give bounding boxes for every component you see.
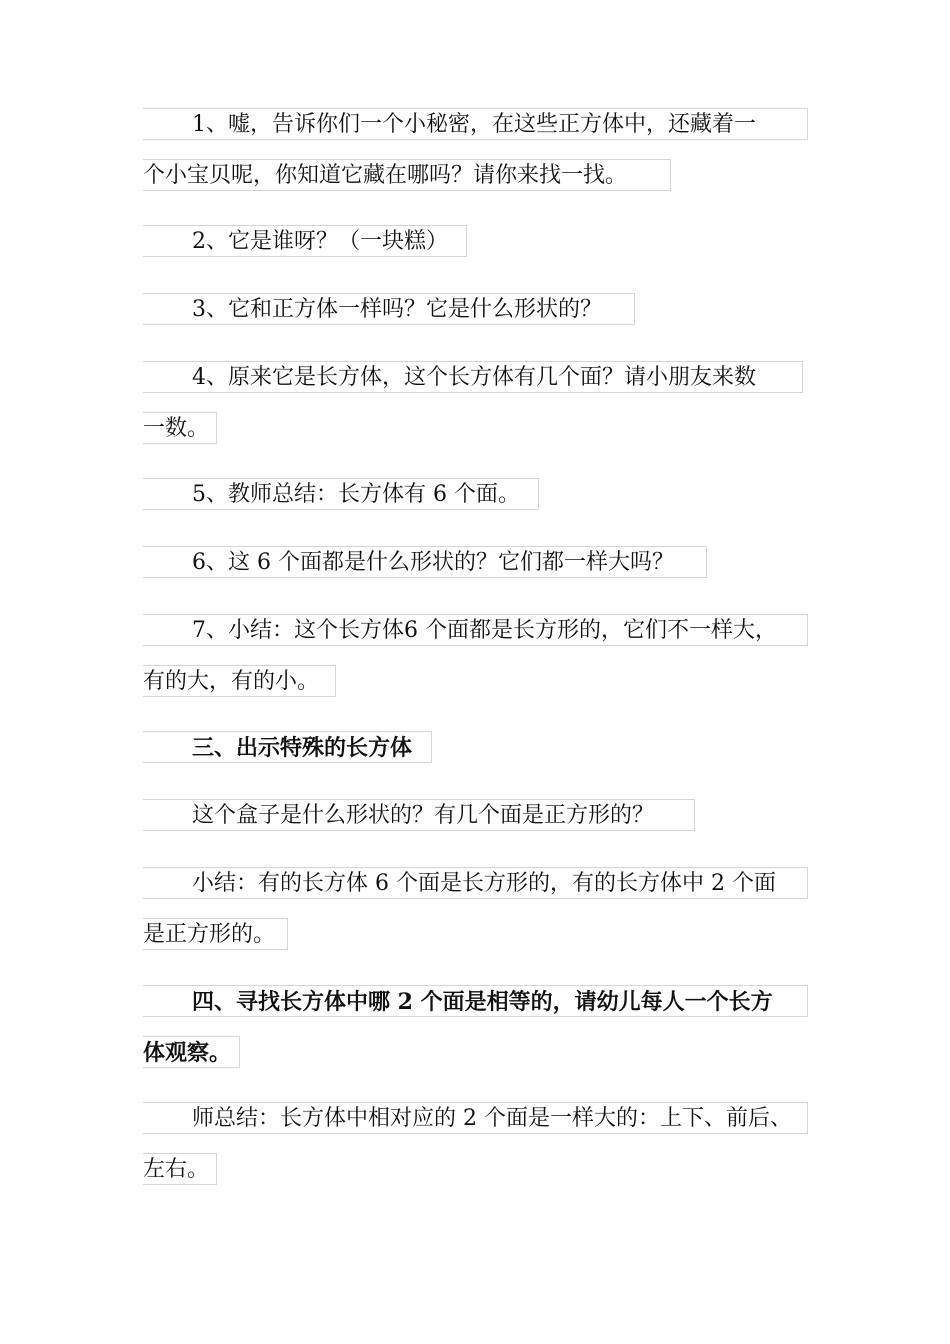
paragraph-1 xyxy=(143,108,807,210)
text-line xyxy=(143,867,807,918)
line-text: 师总结：长方体中相对应的 2 个面是一样大的：上下、前后、 xyxy=(192,1106,792,1131)
text-line xyxy=(143,159,807,210)
line-text: 左右。 xyxy=(143,1157,210,1182)
text-line xyxy=(143,665,807,716)
line-text: 1、嘘，告诉你们一个小秘密，在这些正方体中，还藏着一 xyxy=(192,112,756,137)
text-line xyxy=(143,985,807,1036)
paragraph-5 xyxy=(143,478,807,529)
line-text: 有的大，有的小。 xyxy=(143,669,320,694)
line-text: 6、这 6 个面都是什么形状的？它们都一样大吗？ xyxy=(192,550,674,575)
paragraph-3 xyxy=(143,293,807,344)
paragraph-8 xyxy=(143,799,807,850)
text-line xyxy=(143,478,807,529)
line-text: 4、原来它是长方体，这个长方体有几个面？请小朋友来数 xyxy=(192,365,756,390)
paragraph-9 xyxy=(143,867,807,969)
text-line xyxy=(143,1036,807,1087)
paragraph-7 xyxy=(143,614,807,716)
text-line xyxy=(143,799,807,850)
paragraph-6 xyxy=(143,546,807,597)
text-line xyxy=(143,918,807,969)
text-line xyxy=(143,546,807,597)
line-text: 7、小结：这个长方体6 个面都是长方形的，它们不一样大， xyxy=(192,618,777,643)
paragraph-4 xyxy=(143,361,807,463)
text-line xyxy=(143,614,807,665)
line-text: 5、教师总结：长方体有 6 个面。 xyxy=(192,482,520,507)
line-text: 这个盒子是什么形状的？有几个面是正方形的？ xyxy=(192,803,655,828)
line-text: 小结：有的长方体 6 个面是长方形的，有的长方体中 2 个面 xyxy=(192,871,776,896)
line-text: 个小宝贝呢，你知道它藏在哪吗？请你来找一找。 xyxy=(143,163,628,188)
text-line xyxy=(143,225,807,276)
heading-text: 体观察。 xyxy=(143,1040,232,1066)
text-line xyxy=(143,1102,807,1153)
section-heading-4 xyxy=(143,985,807,1087)
line-text: 一数。 xyxy=(143,416,210,441)
line-text: 是正方形的。 xyxy=(143,922,276,947)
text-line xyxy=(143,731,807,782)
line-text: 2、它是谁呀？（一块糕） xyxy=(192,229,448,254)
line-text: 3、它和正方体一样吗？它是什么形状的？ xyxy=(192,297,602,322)
paragraph-2 xyxy=(143,225,807,276)
text-line xyxy=(143,1153,807,1204)
heading-text: 四、寻找长方体中哪 2 个面是相等的，请幼儿每人一个长方 xyxy=(192,989,773,1015)
section-heading-3 xyxy=(143,731,807,782)
text-line xyxy=(143,412,807,463)
paragraph-10 xyxy=(143,1102,807,1204)
text-line xyxy=(143,108,807,159)
text-line xyxy=(143,293,807,344)
text-line xyxy=(143,361,807,412)
heading-text: 三、出示特殊的长方体 xyxy=(192,735,413,761)
